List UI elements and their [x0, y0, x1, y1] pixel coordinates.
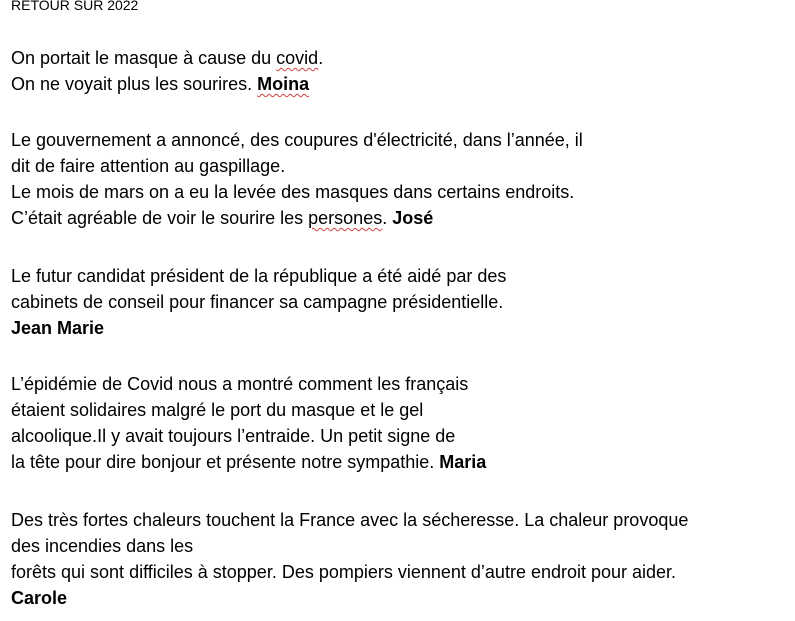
text-line — [11, 449, 486, 475]
author-name: Maria — [439, 452, 487, 472]
text-run: On portait le masque à cause du — [11, 48, 277, 68]
text-line: Le futur candidat président de la république a été aidé par des — [11, 266, 507, 286]
text-run: On ne voyait plus les sourires. — [11, 74, 258, 94]
text-line: dit de faire attention au gaspillage. — [11, 156, 286, 176]
author-name: Carole — [11, 588, 68, 608]
text-line: des incendies dans les — [11, 536, 194, 556]
text-line: Le gouvernement a annoncé, des coupures d'électricité, dans l’année, il — [11, 130, 583, 150]
text-line: alcoolique.Il y avait toujours l’entraide. Un petit signe de — [11, 426, 456, 446]
text-line: Des très fortes chaleurs touchent la France avec la sécheresse. La chaleur provoque — [11, 510, 689, 530]
text-line: Le mois de mars on a eu la levée des masques dans certains endroits. — [11, 182, 575, 202]
text-run: C’était agréable de voir le sourire les — [11, 208, 309, 228]
text-run: . — [318, 48, 324, 68]
spellcheck-flagged-word: covid — [276, 48, 319, 68]
text-line — [11, 45, 323, 71]
paragraph-carole — [11, 507, 688, 611]
text-run: . — [382, 208, 393, 228]
text-line: cabinets de conseil pour financer sa campagne présidentielle. — [11, 292, 504, 312]
text-line: L’épidémie de Covid nous a montré comment les français — [11, 374, 469, 394]
paragraph-jose — [11, 127, 583, 231]
text-run: la tête pour dire bonjour et présente notre sympathie. — [11, 452, 440, 472]
document-header: RETOUR SUR 2022 — [11, 0, 139, 13]
text-line: étaient solidaires malgré le port du masque et le gel — [11, 400, 424, 420]
paragraph-jean-marie — [11, 263, 506, 341]
author-name: Jean Marie — [11, 318, 105, 338]
paragraph-moina — [11, 45, 323, 97]
author-name: Moina — [257, 74, 310, 94]
paragraph-maria — [11, 371, 486, 475]
author-name: José — [392, 208, 434, 228]
text-line — [11, 205, 583, 231]
spellcheck-flagged-word: persones — [308, 208, 383, 228]
text-line: forêts qui sont difficiles à stopper. Des pompiers viennent d’autre endroit pour aider. — [11, 562, 677, 582]
document-page — [11, 0, 791, 608]
text-line — [11, 71, 323, 97]
